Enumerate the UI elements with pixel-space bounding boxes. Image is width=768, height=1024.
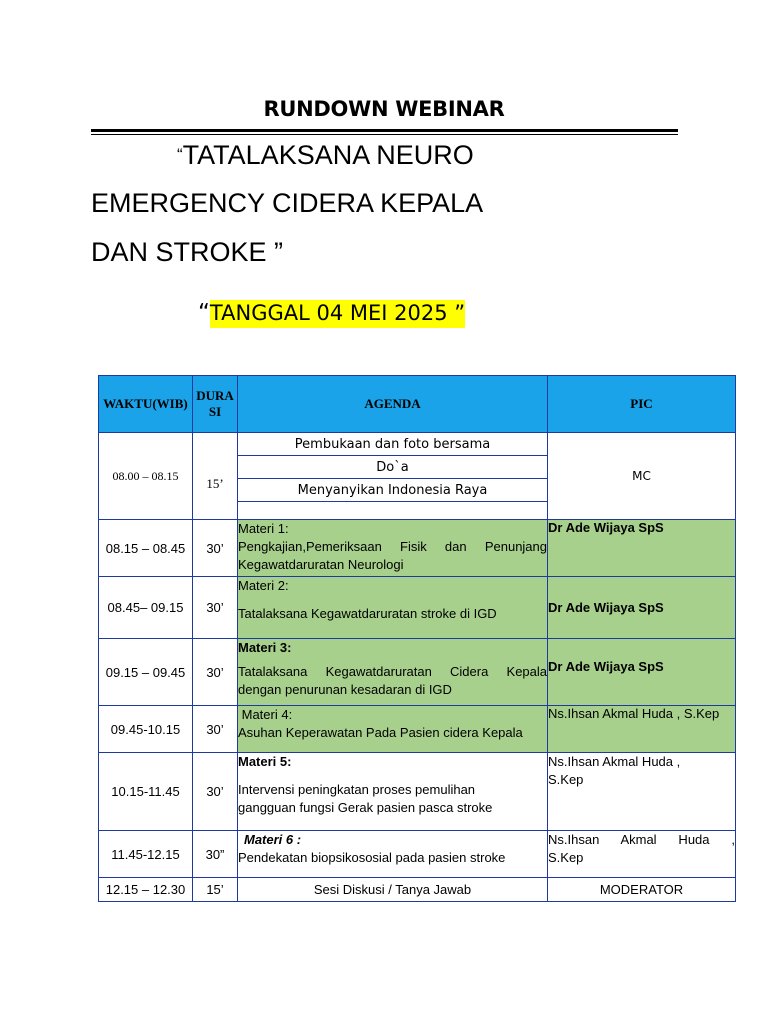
title-line-3: DAN STROKE ”: [91, 237, 284, 267]
page-heading: RUNDOWN WEBINAR: [263, 97, 505, 121]
rundown-table: [98, 375, 736, 902]
row-time: 10.15-11.45: [99, 753, 193, 831]
row-pic: MC: [548, 433, 736, 520]
row-agenda: [238, 433, 548, 520]
agenda-label: Materi 1:: [238, 521, 289, 536]
agenda-description: Tatalaksana Kegawatdaruratan Cidera Kepala: [238, 664, 547, 679]
pic-name: Ns.Ihsan Akmal Huda ,: [548, 832, 735, 847]
table-header-row: [99, 376, 736, 433]
title-open-quote: “: [177, 145, 183, 164]
row-duration: 30’: [193, 577, 238, 639]
row-agenda: [238, 831, 548, 878]
heading-rule-thick: [91, 129, 678, 132]
row-time: 11.45-12.15: [99, 831, 193, 878]
row-duration: 30’: [193, 639, 238, 706]
table-row: [99, 520, 736, 577]
row-time: 09.15 – 09.45: [99, 639, 193, 706]
row-pic: [548, 831, 736, 878]
title-line-2: EMERGENCY CIDERA KEPALA: [91, 188, 484, 218]
event-date: [198, 300, 465, 326]
date-open-quote: “: [198, 300, 210, 326]
heading-rule-thin: [91, 134, 678, 135]
agenda-item: Menyanyikan Indonesia Raya: [238, 479, 547, 502]
date-highlight: [210, 300, 465, 328]
date-close-quote: ”: [454, 301, 466, 325]
row-pic: Dr Ade Wijaya SpS: [548, 577, 736, 639]
row-time: 12.15 – 12.30: [99, 878, 193, 902]
row-agenda: [238, 577, 548, 639]
agenda-item: Pembukaan dan foto bersama: [238, 433, 547, 456]
pic-name: Ns.Ihsan Akmal Huda ,: [548, 754, 681, 769]
row-agenda: Sesi Diskusi / Tanya Jawab: [238, 878, 548, 902]
row-duration: 30”: [193, 831, 238, 878]
table-row: [99, 753, 736, 831]
row-duration: 30’: [193, 520, 238, 577]
row-pic: Dr Ade Wijaya SpS: [548, 520, 736, 577]
row-pic: [548, 753, 736, 831]
pic-title: S.Kep: [548, 850, 584, 865]
pic-title: S.Kep: [548, 772, 584, 787]
header-time: WAKTU(WIB): [99, 376, 193, 433]
row-duration: 15’: [193, 433, 238, 520]
date-text: TANGGAL 04 MEI 2025: [209, 301, 455, 325]
table-row: [99, 831, 736, 878]
table-row: [99, 706, 736, 753]
header-agenda: AGENDA: [238, 376, 548, 433]
table-row: [99, 639, 736, 706]
header-duration: DURASI: [193, 376, 238, 433]
agenda-description-2: dengan penurunan kesadaran di IGD: [238, 682, 452, 697]
table-row: [99, 577, 736, 639]
title-line-1: [177, 140, 474, 171]
agenda-description-2: Kegawatdaruratan Neurologi: [238, 557, 404, 572]
row-agenda: [238, 706, 548, 753]
agenda-item: Do`a: [238, 456, 547, 479]
row-time: 09.45-10.15: [99, 706, 193, 753]
agenda-label: Materi 4:: [238, 707, 293, 722]
row-time: 08.45– 09.15: [99, 577, 193, 639]
row-duration: 30’: [193, 753, 238, 831]
row-agenda: [238, 520, 548, 577]
table-row: [99, 433, 736, 520]
agenda-description-2: gangguan fungsi Gerak pasien pasca stroke: [238, 800, 493, 815]
opening-items: [238, 433, 547, 502]
row-time: 08.15 – 08.45: [99, 520, 193, 577]
row-agenda: [238, 639, 548, 706]
agenda-description: Tatalaksana Kegawatdaruratan stroke di IGD: [238, 606, 497, 621]
agenda-label: Materi 5:: [238, 754, 292, 769]
table-row: [99, 878, 736, 902]
row-duration: 15’: [193, 878, 238, 902]
row-time: 08.00 – 08.15: [99, 433, 193, 520]
row-pic: MODERATOR: [548, 878, 736, 902]
title-line-1-text: TATALAKSANA NEURO: [182, 140, 474, 170]
header-pic: PIC: [548, 376, 736, 433]
row-pic: Ns.Ihsan Akmal Huda , S.Kep: [548, 706, 736, 753]
row-agenda: [238, 753, 548, 831]
agenda-description: Intervensi peningkatan proses pemulihan: [238, 782, 476, 797]
agenda-label: Materi 6 :: [244, 832, 302, 847]
agenda-label: Materi 3:: [238, 640, 292, 655]
row-pic: Dr Ade Wijaya SpS: [548, 639, 736, 706]
row-duration: 30’: [193, 706, 238, 753]
agenda-label: Materi 2:: [238, 578, 289, 593]
agenda-description: Pendekatan biopsikososial pada pasien stroke: [238, 850, 506, 865]
agenda-description: Pengkajian,Pemeriksaan Fisik dan Penunjang: [238, 539, 547, 554]
agenda-description: Asuhan Keperawatan Pada Pasien cidera Kepala: [238, 725, 523, 740]
